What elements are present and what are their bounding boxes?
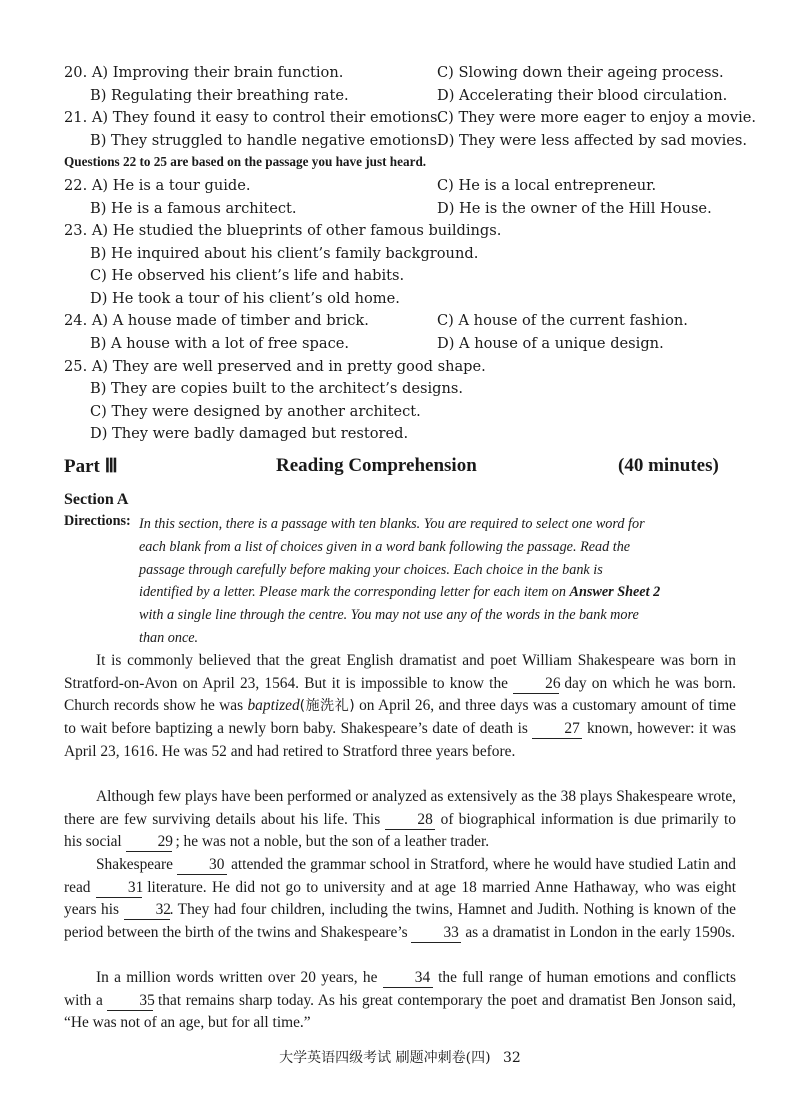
q24-option-a: 24. A) A house made of timber and brick. (64, 312, 369, 329)
p4-text-1: In a million words written over 20 years, he (96, 969, 378, 986)
section-title: Section A (64, 491, 129, 508)
blank-33[interactable]: 33 (411, 924, 461, 943)
p1-chinese-gloss: (施洗礼) (299, 698, 355, 715)
q23-option-c: C) He observed his client’s life and habits. (90, 267, 405, 284)
directions-line-4 (139, 581, 660, 604)
blank-27[interactable]: 27 (532, 720, 582, 739)
directions-line-6: than once. (139, 630, 199, 646)
p3-text-3: literature. He did not go to university and at age 18 married Anne Hathaway, who was eight years his (64, 878, 736, 919)
q22-option-d: D) He is the owner of the Hill House. (437, 200, 712, 217)
p3-text-2: attended the grammar school in Stratford, where he would have studied Latin and read (64, 856, 736, 896)
footer-title: 大学英语四级考试 刷题冲刺卷(四) (279, 1050, 491, 1066)
q22-option-b: B) He is a famous architect. (90, 200, 297, 217)
directions-line-3: passage through carefully before making your choices. Each choice in the bank is (139, 562, 603, 578)
questions-header: Questions 22 to 25 are based on the passage you have just heard. (64, 154, 427, 169)
q23-option-b: B) He inquired about his client’s family background. (90, 245, 479, 262)
passage-paragraph-1 (64, 650, 736, 764)
p3-text-1: Shakespeare (96, 856, 173, 873)
blank-35[interactable]: 35 (107, 992, 153, 1011)
q24-option-d: D) A house of a unique design. (437, 335, 664, 352)
q23-option-a: 23. A) He studied the blueprints of other famous buildings. (64, 222, 502, 239)
answer-sheet-ref: Answer Sheet 2 (569, 584, 661, 600)
page-footer (0, 1047, 800, 1067)
p1-text-1: It is commonly believed that the great English dramatist and poet William Shakespeare was born in Stratford-on-Avon on April 23, 1564. But it is impossible to know the (64, 652, 736, 692)
p3-text-4: . They had four children, including the twins, Hamnet and Judith. Nothing is known of the period between the birth of the twins and Shakespeare’s (64, 901, 736, 942)
q23-option-d: D) He took a tour of his client’s old home. (90, 290, 400, 307)
q25-option-c: C) They were designed by another architect. (90, 403, 421, 420)
p4-text-3: that remains sharp today. As his great contemporary the poet and dramatist Ben Jonson said, “He was not of an age, but for all time.” (64, 991, 736, 1032)
q21-option-b: B) They struggled to handle negative emotions. (90, 132, 442, 149)
q24-option-b: B) A house with a lot of free space. (90, 335, 350, 352)
passage-paragraph-3 (64, 854, 736, 945)
p2-text-1: Although few plays have been performed or analyzed as extensively as the 38 plays Shakespeare wrote, there are few surviving details about his life. This (64, 788, 736, 828)
q25-option-a: 25. A) They are well preserved and in pretty good shape. (64, 358, 486, 375)
blank-31[interactable]: 31 (96, 879, 142, 898)
p2-text-2: of biographical information is due primarily to his social (64, 810, 736, 851)
p4-text-2: the full range of human emotions and conflicts with a (64, 969, 736, 1009)
passage-paragraph-4 (64, 967, 736, 1035)
q20-option-b: B) Regulating their breathing rate. (90, 87, 349, 104)
part-time: (40 minutes) (618, 455, 719, 476)
q20-option-a: 20. A) Improving their brain function. (64, 64, 344, 81)
part-label: Part Ⅲ (64, 456, 118, 477)
directions-line-5: with a single line through the centre. You may not use any of the words in the bank more (139, 607, 639, 623)
q22-option-c: C) He is a local entrepreneur. (437, 177, 657, 194)
q20-option-d: D) Accelerating their blood circulation. (437, 87, 728, 104)
p1-baptized: baptized (247, 697, 300, 715)
p3-text-5: as a dramatist in London in the early 1590s. (465, 924, 736, 942)
q21-option-d: D) They were less affected by sad movies. (437, 132, 748, 149)
blank-26[interactable]: 26 (513, 675, 559, 694)
p1-text-2: day on which he was born. Church records show he was (64, 674, 736, 715)
q24-option-c: C) A house of the current fashion. (437, 312, 688, 329)
q25-option-d: D) They were badly damaged but restored. (90, 425, 409, 442)
directions-line-4-text: identified by a letter. Please mark the corresponding letter for each item on (139, 584, 566, 600)
blank-32[interactable]: 32 (124, 901, 170, 920)
q22-option-a: 22. A) He is a tour guide. (64, 177, 251, 194)
p1-text-3: on April 26, and three days was a customary amount of time to wait before baptizing a newly born baby. Shakespeare’s date of death is (64, 697, 736, 738)
directions-line-2: each blank from a list of choices given in a word bank following the passage. Read the (139, 539, 631, 555)
directions-line-1: In this section, there is a passage with ten blanks. You are required to select one word for (139, 516, 645, 532)
part-title: Reading Comprehension (276, 455, 477, 476)
passage-paragraph-2 (64, 786, 736, 854)
directions-label: Directions: (64, 513, 131, 529)
p2-text-3: ; he was not a noble, but the son of a leather trader. (175, 833, 490, 851)
page-number: 32 (503, 1050, 521, 1066)
q21-option-a: 21. A) They found it easy to control their emotions. (64, 109, 443, 126)
blank-29[interactable]: 29 (126, 833, 172, 852)
blank-34[interactable]: 34 (383, 969, 433, 988)
q20-option-c: C) Slowing down their ageing process. (437, 64, 724, 81)
q25-option-b: B) They are copies built to the architect’s designs. (90, 380, 464, 397)
blank-28[interactable]: 28 (385, 811, 435, 830)
q21-option-c: C) They were more eager to enjoy a movie. (437, 109, 757, 126)
blank-30[interactable]: 30 (177, 856, 227, 875)
p1-text-4: known, however: it was April 23, 1616. He was 52 and had retired to Stratford three years before. (64, 720, 736, 760)
